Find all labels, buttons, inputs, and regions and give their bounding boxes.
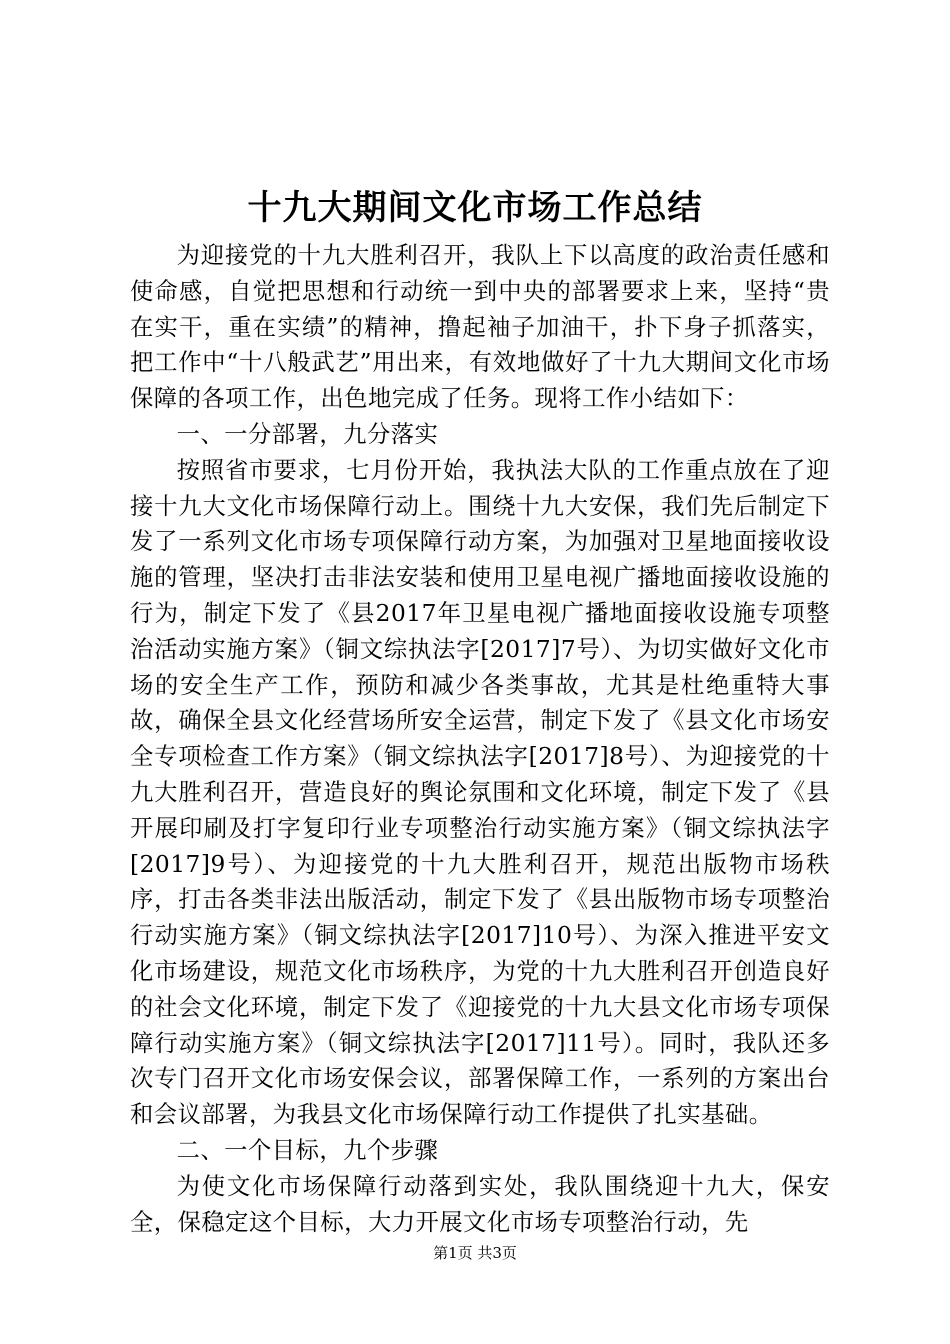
document-title: 十九大期间文化市场工作总结 [247,188,703,228]
paragraph-intro: 为迎接党的十九大胜利召开，我队上下以高度的政治责任感和使命感，自觉把思想和行动统一到中央的部署要求上来，坚持“贵在实干，重在实绩”的精神，撸起袖子加油干，扑下身子抓落实，把工作中“十八般武艺”用出来，有效地做好了十九大期间文化市场保障的各项工作，出色地完成了任务。现将工作小结如下： [130,242,830,413]
paragraph-section-2: 为使文化市场保障行动落到实处，我队围绕迎十九大，保安全，保稳定这个目标，大力开展文化市场专项整治行动，先 [130,1172,830,1236]
section-heading-1: 一、一分部署，九分落实 [176,420,439,448]
section-heading-2: 二、一个目标，九个步骤 [176,1136,439,1164]
page-footer: 第1页 共3页 [433,1244,517,1262]
document-body [130,238,830,1240]
paragraph-section-1: 按照省市要求，七月份开始，我执法大队的工作重点放在了迎接十九大文化市场保障行动上。围绕十九大安保，我们先后制定下发了一系列文化市场专项保障行动方案，为加强对卫星地面接收设施的管理，坚决打击非法安装和使用卫星电视广播地面接收设施的行为，制定下发了《县2017年卫星电视广播地面接收设施专项整治活动实施方案》（铜文综执法字[2017]7号）、为切实做好文化市场的安全生产工作，预防和减少各类事故，尤其是杜绝重特大事故，确保全县文化经营场所安全运营，制定下发了《县文化市场安全专项检查工作方案》（铜文综执法字[2017]8号）、为迎接党的十九大胜利召开，营造良好的舆论氛围和文化环境，制定下发了《县开展印刷及打字复印行业专项整治行动实施方案》（铜文综执法字[2017]9号）、为迎接党的十九大胜利召开，规范出版物市场秩序，打击各类非法出版活动，制定下发了《县出版物市场专项整治行动实施方案》（铜文综执法字[2017]10号）、为深入推进平安文化市场建设，规范文化市场秩序，为党的十九大胜利召开创造良好的社会文化环境，制定下发了《迎接党的十九大县文化市场专项保障行动实施方案》（铜文综执法字[2017]11号）。同时，我队还多次专门召开文化市场安保会议，部署保障工作，一系列的方案出台和会议部署，为我县文化市场保障行动工作提供了扎实基础。 [130,456,830,1129]
